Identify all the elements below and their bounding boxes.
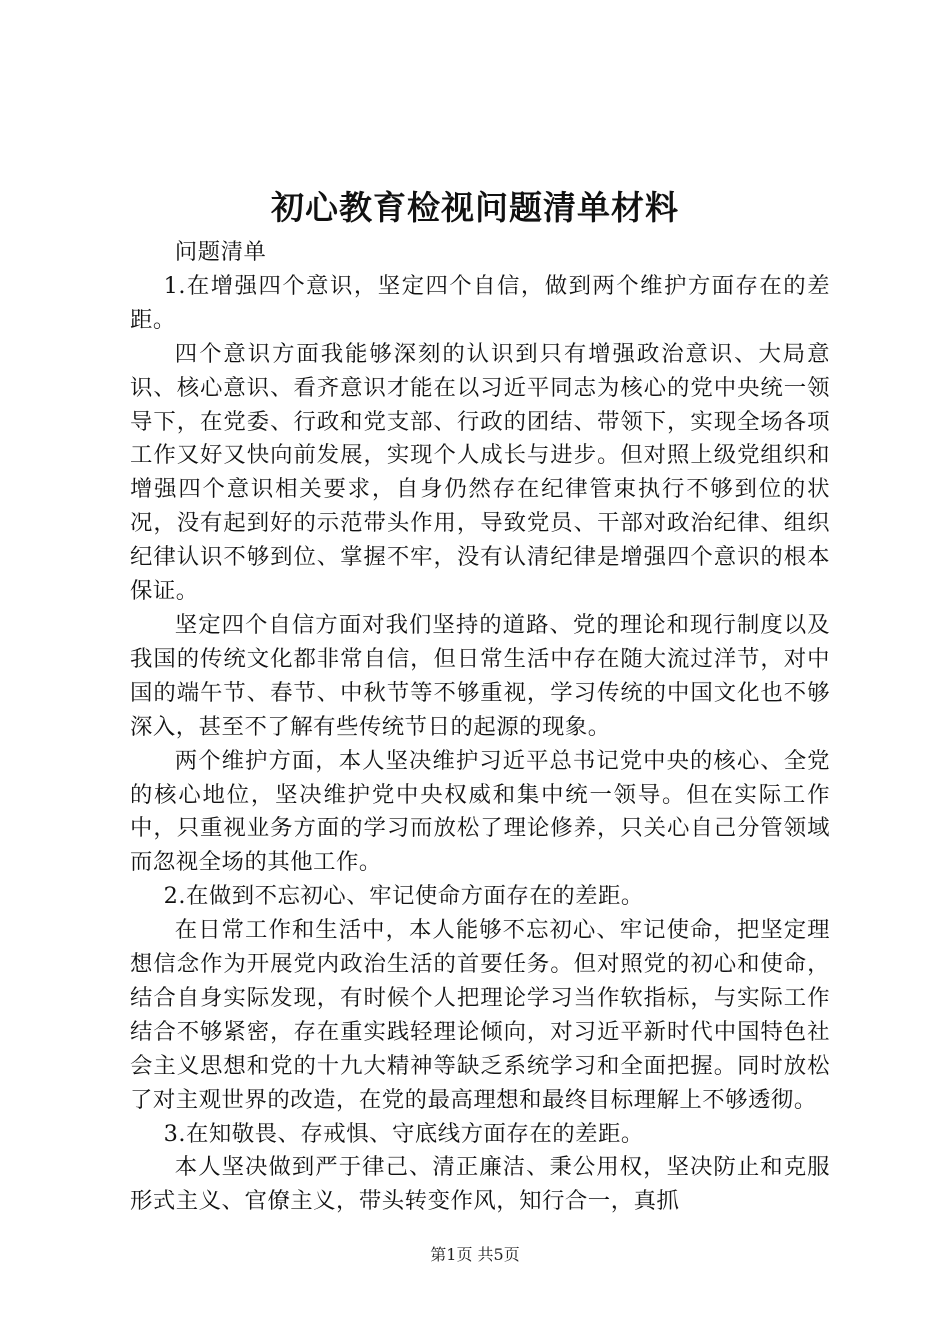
section-heading-2: 2.在做到不忘初心、牢记使命方面存在的差距。 — [163, 883, 644, 910]
body-paragraph: 四个意识方面我能够深刻的认识到只有增强政治意识、大局意识、核心意识、看齐意识才能在以习近平同志为核心的党中央统一领导下，在党委、行政和党支部、行政的团结、带领下，实现全场各项工作又好又快向前发展，实现个人成长与进步。但对照上级党组织和增强四个意识相关要求，自身仍然存在纪律管束执行不够到位的状况，没有起到好的示范带头作用，导致党员、干部对政治纪律、组织纪律认识不够到位、掌握不牢，没有认清纪律是增强四个意识的根本保证。 — [130, 340, 830, 605]
document-title: 初心教育检视问题清单材料 — [271, 188, 679, 227]
section-label: 问题清单 — [174, 239, 267, 265]
body-paragraph: 坚定四个自信方面对我们坚持的道路、党的理论和现行制度以及我国的传统文化都非常自信，但日常生活中存在随大流过洋节，对中国的端午节、春节、中秋节等不够重视，学习传统的中国文化也不够深入，甚至不了解有些传统节日的起源的现象。 — [130, 611, 830, 740]
body-paragraph: 本人坚决做到严于律己、清正廉洁、秉公用权，坚决防止和克服形式主义、官僚主义，带头转变作风，知行合一，真抓 — [130, 1154, 830, 1215]
body-paragraph: 两个维护方面，本人坚决维护习近平总书记党中央的核心、全党的核心地位，坚决维护党中央权威和集中统一领导。但在实际工作中，只重视业务方面的学习而放松了理论修养，只关心自己分管领域而忽视全场的其他工作。 — [130, 747, 830, 876]
section-heading-3: 3.在知敬畏、存戒惧、守底线方面存在的差距。 — [163, 1120, 644, 1147]
document-body — [130, 236, 830, 1219]
page-footer: 第1页 共5页 — [430, 1245, 520, 1264]
body-paragraph: 在日常工作和生活中，本人能够不忘初心、牢记使命，把坚定理想信念作为开展党内政治生活的首要任务。但对照党的初心和使命，结合自身实际发现，有时候个人把理论学习当作软指标，与实际工作结合不够紧密，存在重实践轻理论倾向，对习近平新时代中国特色社会主义思想和党的十九大精神等缺乏系统学习和全面把握。同时放松了对主观世界的改造，在党的最高理想和最终目标理解上不够透彻。 — [130, 917, 830, 1113]
section-heading-1: 1.在增强四个意识，坚定四个自信，做到两个维护方面存在的差距。 — [130, 272, 830, 333]
